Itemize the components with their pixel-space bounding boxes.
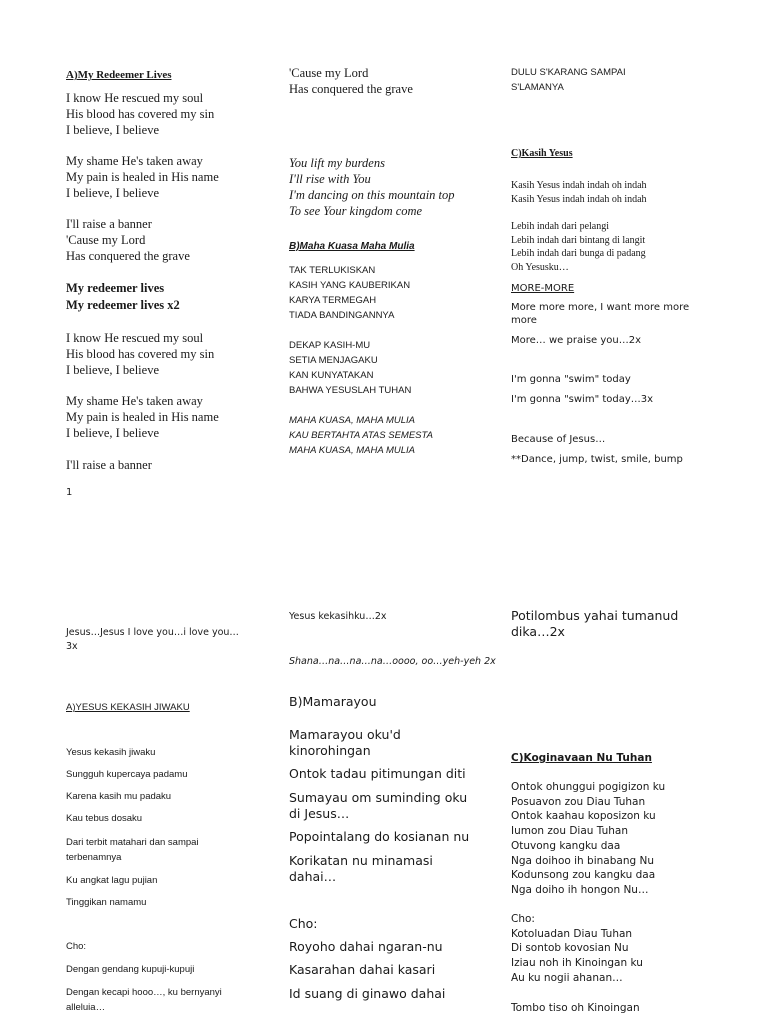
- chorus-label: Cho:: [66, 941, 87, 952]
- lyric-line: Jesus…Jesus I love you…i love you… 3x: [66, 627, 239, 652]
- stanza-2: Lebih indah dari pelangi Lebih indah dari bintang di langit Lebih indah dari bunga di padang Oh Yesusku…: [511, 221, 646, 273]
- song-title-my-redeemer-lives: A)My Redeemer Lives: [66, 69, 172, 81]
- stanza-1: Kasih Yesus indah indah oh indah Kasih Yesus indah indah oh indah: [511, 180, 647, 205]
- verse-3: I'll raise a banner 'Cause my Lord Has conquered the grave: [66, 217, 190, 263]
- lyric-line: Mamarayou oku'd kinorohingan: [289, 727, 401, 758]
- lyric-line: Kau tebus dosaku: [66, 813, 143, 824]
- verse-5: My shame He's taken away My pain is healed in His name I believe, I believe: [66, 394, 219, 440]
- lyric-lines: 'Cause my Lord Has conquered the grave: [289, 66, 413, 96]
- song-title-yesus-kekasih-jiwaku: A)YESUS KEKASIH JIWAKU: [66, 702, 190, 713]
- lyric-lines: DULU S'KARANG SAMPAI S'LAMANYA: [511, 67, 626, 93]
- lyric-line: Karena kasih mu padaku: [66, 791, 172, 802]
- lyric-line: More more more, I want more more more: [511, 302, 690, 326]
- page-number: 1: [66, 487, 73, 498]
- lyric-line: Dengan kecapi hooo…, ku bernyanyi alleluia…: [66, 987, 222, 1013]
- lyric-line: Dari terbit matahari dan sampai terbenamnya: [66, 837, 199, 863]
- lyric-line: Ku angkat lagu pujian: [66, 875, 158, 886]
- song-title-maha-kuasa: B)Maha Kuasa Maha Mulia: [289, 241, 415, 252]
- lyric-line: Tombo tiso oh Kinoingan: [511, 1002, 640, 1014]
- song-title-mamarayou: B)Mamarayou: [289, 694, 377, 709]
- stanza-1: Ontok ohunggui pogigizon ku Posuavon zou Diau Tuhan Ontok kaahau koposizon ku Iumon zou Diau Tuhan Otuvong kangku daa Nga doihoo ih binabang Nu Kodunsong zou kangku daa Nga doiho ih hongon Nu…: [511, 781, 666, 896]
- lyric-line: Id suang di ginawo dahai: [289, 986, 446, 1001]
- lyric-line: I'm gonna "swim" today…3x: [511, 394, 654, 405]
- song-title-more-more: MORE-MORE: [511, 283, 575, 294]
- lyric-line: Yesus kekasihku…2x: [289, 611, 387, 622]
- lyric-line: Kasarahan dahai kasari: [289, 962, 436, 977]
- lyric-line: I'm gonna "swim" today: [511, 374, 631, 385]
- lyric-line: Sungguh kupercaya padamu: [66, 769, 188, 780]
- stanza-2: DEKAP KASIH-MU SETIA MENJAGAKU KAN KUNYATAKAN BAHWA YESUSLAH TUHAN: [289, 340, 412, 396]
- lyric-line: Because of Jesus…: [511, 434, 606, 445]
- lyric-line: Dengan gendang kupuji-kupuji: [66, 964, 195, 975]
- italic-verse: You lift my burdens I'll rise with You I'm dancing on this mountain top To see Your kingdom come: [289, 156, 455, 218]
- verse-1: I know He rescued my soul His blood has covered my sin I believe, I believe: [66, 91, 215, 137]
- song-title-koginavaan-nu-tuhan: C)Koginavaan Nu Tuhan: [511, 752, 652, 764]
- lyric-line: Potilombus yahai tumanud dika…2x: [511, 608, 679, 639]
- lyric-line: Tinggikan namamu: [66, 897, 147, 908]
- stanza-1: TAK TERLUKISKAN KASIH YANG KAUBERIKAN KARYA TERMEGAH TIADA BANDINGANNYA: [289, 265, 411, 321]
- stanza-3: MAHA KUASA, MAHA MULIA KAU BERTAHTA ATAS SEMESTA MAHA KUASA, MAHA MULIA: [289, 415, 433, 456]
- lyric-line: Ontok tadau pitimungan diti: [289, 766, 466, 781]
- lyric-line: Shana…na…na…na…oooo, oo…yeh-yeh 2x: [289, 656, 496, 667]
- lyric-line: Korikatan nu minamasi dahai…: [289, 853, 433, 884]
- chorus: My redeemer lives My redeemer lives x2: [66, 281, 180, 312]
- lyric-line: More… we praise you…2x: [511, 335, 642, 346]
- lyric-line: Royoho dahai ngaran-nu: [289, 939, 443, 954]
- lyric-line: Sumayau om suminding oku di Jesus…: [289, 790, 468, 821]
- lyric-line: Popointalang do kosianan nu: [289, 829, 470, 844]
- verse-6: I'll raise a banner: [66, 458, 152, 472]
- verse-2: My shame He's taken away My pain is healed in His name I believe, I believe: [66, 154, 219, 200]
- chorus: Cho: Kotoluadan Diau Tuhan Di sontob kovosian Nu Iziau noh ih Kinoingan ku Au ku nogii ahanan…: [511, 913, 643, 984]
- lyric-line: Yesus kekasih jiwaku: [66, 747, 156, 758]
- lyric-line: **Dance, jump, twist, smile, bump: [511, 454, 683, 465]
- verse-4: I know He rescued my soul His blood has covered my sin I believe, I believe: [66, 331, 215, 377]
- song-title-kasih-yesus: C)Kasih Yesus: [511, 148, 573, 159]
- chorus-label: Cho:: [289, 916, 318, 931]
